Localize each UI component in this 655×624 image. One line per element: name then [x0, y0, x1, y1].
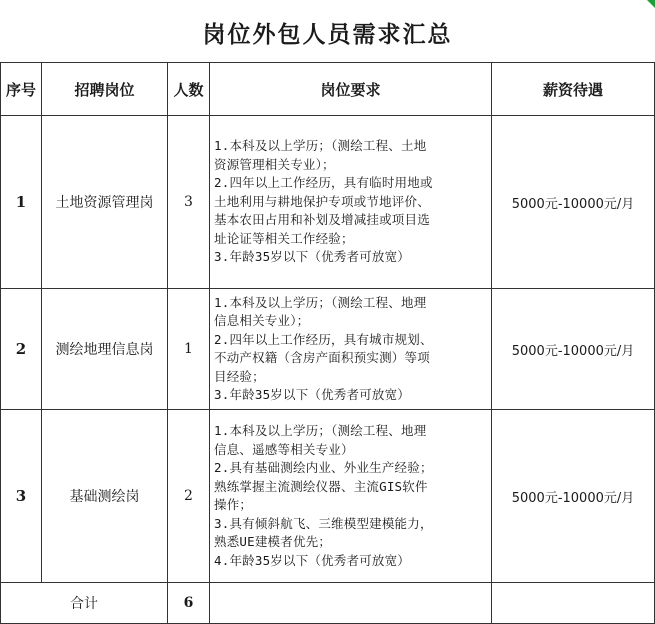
requirement-line: 操作；: [214, 497, 253, 512]
requirement-line: 目经验；: [214, 368, 265, 384]
row-no: 1: [1, 116, 42, 289]
header-no: 序号: [1, 63, 42, 116]
row-requirements: [210, 410, 492, 583]
cell-corner-marker: [647, 0, 655, 8]
requirement-line: 土地利用与耕地保护专项或节地评价、: [214, 193, 430, 209]
table-row: [1, 116, 655, 289]
requirement-line: 3.年龄35岁以下（优秀者可放宽）: [214, 387, 411, 402]
header-row: [1, 63, 655, 116]
title-row: [0, 0, 655, 62]
page-title: 岗位外包人员需求汇总: [202, 20, 453, 48]
row-count: 3: [168, 116, 210, 289]
table-row: [1, 410, 655, 583]
table-row: [1, 289, 655, 410]
requirement-line: 2.四年以上工作经历，具有临时用地或: [214, 175, 433, 191]
header-count: 人数: [168, 63, 210, 116]
row-count: 1: [168, 289, 210, 410]
row-salary: 5000元-10000元/月: [492, 116, 655, 289]
requirement-line: 4.年龄35岁以下（优秀者可放宽）: [214, 552, 411, 568]
row-count: 2: [168, 410, 210, 583]
requirement-line: 1.本科及以上学历；（测绘工程、地理: [214, 294, 427, 310]
total-label: 合计: [1, 583, 168, 624]
total-requirements-empty: [210, 583, 492, 624]
total-salary-empty: [492, 583, 655, 624]
requirement-line: 1.本科及以上学历；（测绘工程、地理: [214, 423, 427, 438]
row-no: 2: [1, 289, 42, 410]
row-requirements: [210, 116, 492, 289]
row-position: 基础测绘岗: [42, 410, 168, 583]
requirement-line: 信息、遥感等相关专业）: [214, 441, 354, 457]
requirement-line: 熟练掌握主流测绘仪器、主流GIS软件: [214, 478, 428, 494]
header-salary: 薪资待遇: [492, 63, 655, 116]
header-requirements: 岗位要求: [210, 63, 492, 116]
row-position: 土地资源管理岗: [42, 116, 168, 289]
requirement-line: 址论证等相关工作经验；: [214, 230, 354, 246]
requirement-line: 不动产权籍（含房产面积预实测）等项: [214, 350, 430, 365]
recruitment-table: [0, 62, 655, 624]
requirement-line: 熟悉UE建模者优先；: [214, 534, 332, 549]
requirement-line: 基本农田占用和补划及增减挂或项目选: [214, 212, 430, 228]
requirement-line: 信息相关专业）；: [214, 313, 310, 328]
requirement-line: 资源管理相关专业）；: [214, 156, 335, 172]
row-no: 3: [1, 410, 42, 583]
requirement-line: 3.具有倾斜航飞、三维模型建模能力，: [214, 515, 433, 531]
total-value: 6: [168, 583, 210, 624]
row-salary: 5000元-10000元/月: [492, 410, 655, 583]
row-requirements: [210, 289, 492, 410]
requirement-line: 1.本科及以上学历；（测绘工程、土地: [214, 138, 427, 154]
total-row: [1, 583, 655, 624]
row-position: 测绘地理信息岗: [42, 289, 168, 410]
row-salary: 5000元-10000元/月: [492, 289, 655, 410]
requirement-line: 3.年龄35岁以下（优秀者可放宽）: [214, 249, 411, 265]
requirement-line: 2.具有基础测绘内业、外业生产经验；: [214, 460, 433, 475]
requirement-line: 2.四年以上工作经历，具有城市规划、: [214, 331, 433, 347]
header-position: 招聘岗位: [42, 63, 168, 116]
